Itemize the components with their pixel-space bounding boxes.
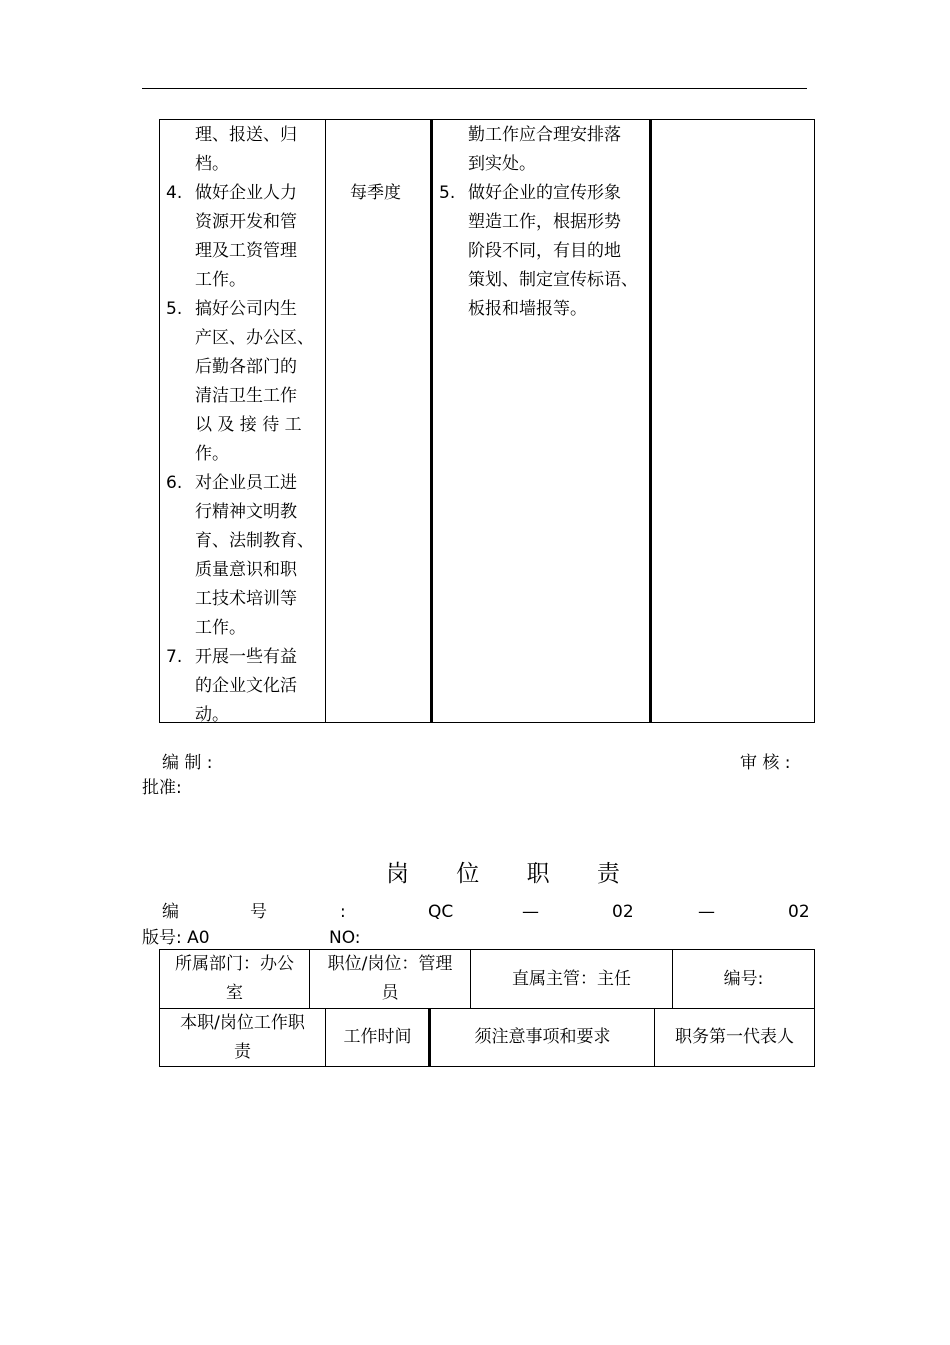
- position-cell: [309, 949, 471, 1009]
- list-number: 7.: [166, 647, 183, 667]
- dept-line2: 室: [226, 983, 243, 1003]
- rep-cell: [650, 119, 815, 723]
- number-cell: [672, 949, 815, 1009]
- time-header-text: 工作时间: [343, 1027, 412, 1047]
- dept-line1: 所属部门：办公: [175, 954, 294, 974]
- list-line: 对企业员工进: [195, 473, 297, 493]
- position-line2: 员: [381, 983, 399, 1003]
- code-part: QC: [428, 902, 454, 922]
- list-line: 理及工资管理: [195, 241, 297, 261]
- list-line: 档。: [195, 154, 229, 174]
- duties-header-cell: [159, 1008, 326, 1067]
- list-number: 5.: [166, 299, 183, 319]
- list-line: 到实处。: [468, 154, 536, 174]
- code-part: 02: [788, 902, 810, 922]
- list-line: 后勤各部门的: [195, 357, 297, 377]
- number-text: 编号:: [723, 968, 764, 989]
- duties-cell: [159, 119, 326, 723]
- time-header-cell: [325, 1008, 430, 1067]
- list-line: 板报和墙报等。: [468, 299, 587, 319]
- duties-header-line1: 本职/岗位工作职: [180, 1012, 305, 1033]
- list-line: 以 及 接 待 工: [195, 415, 302, 435]
- supervisor-cell: [470, 949, 673, 1009]
- list-line: 策划、制定宣传标语、: [468, 270, 638, 290]
- list-line: 的企业文化活: [195, 676, 297, 696]
- list-number: 4.: [166, 183, 183, 203]
- rep-header-cell: [654, 1008, 815, 1067]
- list-line: 工作。: [195, 618, 246, 638]
- frequency-text: 每季度: [350, 183, 401, 203]
- code-part: 编: [162, 902, 179, 922]
- header-rule: [142, 88, 807, 89]
- list-line: 育、法制教育、: [195, 531, 314, 551]
- notes-header-text: 须注意事项和要求: [474, 1027, 611, 1047]
- list-line: 搞好公司内生: [195, 299, 297, 319]
- notes-header-cell: [430, 1008, 655, 1067]
- notes-cell: [432, 119, 651, 723]
- duties-header-line2: 责: [234, 1041, 251, 1062]
- list-line: 产区、办公区、: [195, 328, 314, 348]
- list-line: 塑造工作，根据形势: [468, 212, 621, 232]
- position-line1: 职位/岗位：管理: [327, 954, 453, 974]
- list-line: 动。: [195, 705, 229, 725]
- list-line: 质量意识和职: [195, 560, 297, 580]
- list-line: 勤工作应合理安排落: [468, 125, 621, 145]
- list-number: 6.: [166, 473, 183, 493]
- code-part: —: [522, 902, 539, 922]
- reviewed-by-label: 审 核 :: [740, 753, 791, 773]
- code-part: —: [698, 902, 715, 922]
- code-part: 号: [250, 902, 267, 922]
- dept-cell: [159, 949, 310, 1009]
- list-line: 资源开发和管: [195, 212, 297, 232]
- supervisor-text: 直属主管：主任: [512, 968, 631, 989]
- list-line: 清洁卫生工作: [195, 386, 297, 406]
- list-line: 作。: [195, 444, 229, 464]
- approved-by-label: 批准:: [142, 778, 182, 798]
- list-line: 工作。: [195, 270, 246, 290]
- version-label: 版号: A0: [142, 928, 210, 948]
- list-line: 做好企业的宣传形象: [468, 183, 621, 203]
- code-part: :: [340, 902, 346, 922]
- list-line: 行精神文明教: [195, 502, 297, 522]
- list-line: 做好企业人力: [195, 183, 297, 203]
- compiled-by-label: 编 制 :: [162, 753, 213, 773]
- list-line: 开展一些有益: [195, 647, 297, 667]
- list-line: 理、报送、归: [195, 125, 297, 145]
- code-part: 02: [612, 902, 634, 922]
- page-title: 岗 位 职 责: [386, 861, 640, 887]
- no-label: NO:: [329, 928, 361, 948]
- list-line: 阶段不同，有目的地: [468, 241, 621, 261]
- list-number: 5.: [439, 183, 456, 203]
- time-cell: [325, 119, 432, 723]
- rep-header-text: 职务第一代表人: [675, 1027, 794, 1047]
- list-line: 工技术培训等: [195, 589, 297, 609]
